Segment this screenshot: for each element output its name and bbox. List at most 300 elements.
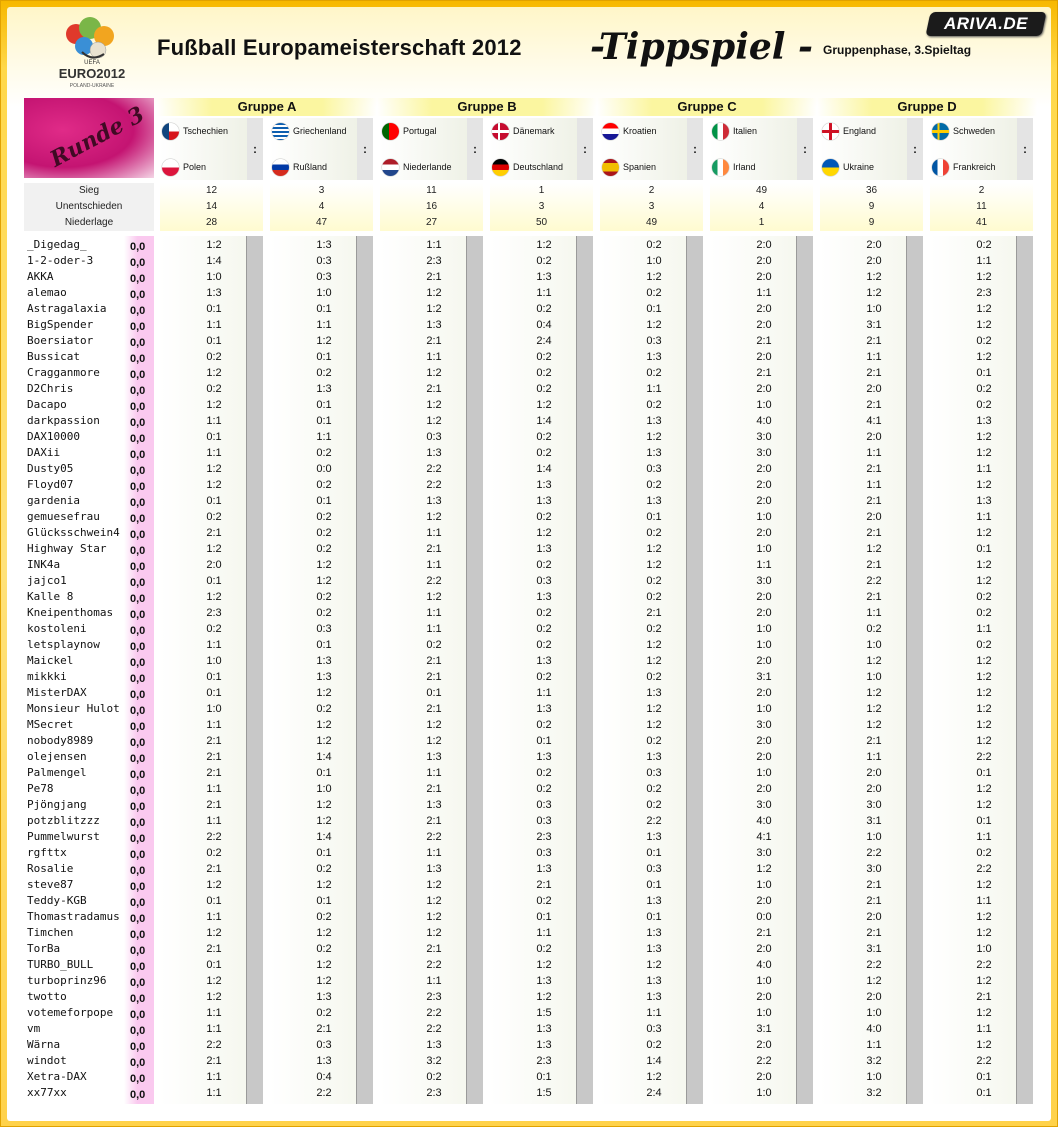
player-tip: 1:1 [976, 1023, 992, 1035]
player-tip: 1:3 [646, 927, 662, 939]
player-tip: 3:0 [866, 799, 882, 811]
player-tip: 0:3 [316, 255, 332, 267]
player-tip: 1:1 [206, 639, 222, 651]
player-tip: 0:2 [316, 863, 332, 875]
stat-niederlage: 47 [315, 217, 328, 228]
player-tip: 1:3 [316, 655, 332, 667]
player-tip: 0:1 [206, 495, 222, 507]
player-tip: 3:0 [756, 431, 772, 443]
player-tip: 0:3 [316, 623, 332, 635]
player-tip: 0:2 [206, 351, 222, 363]
player-tip: 1:3 [536, 863, 552, 875]
player-tip: 1:2 [646, 559, 662, 571]
flag-pt-icon [382, 123, 399, 140]
player-tip: 0:1 [206, 335, 222, 347]
ariva-logo[interactable] [925, 12, 1046, 36]
player-name: Pummelwurst [27, 830, 100, 843]
player-tip: 0:1 [206, 959, 222, 971]
player-tip: 1:1 [426, 623, 442, 635]
player-name: turboprinz96 [27, 974, 107, 987]
player-tip: 1:2 [866, 287, 882, 299]
player-tip: 1:1 [206, 1071, 222, 1083]
team-home [272, 121, 347, 141]
player-tip: 4:0 [756, 959, 772, 971]
player-name: jajco1 [27, 574, 67, 587]
player-tip: 0:2 [206, 847, 222, 859]
player-points: 0,0 [130, 1089, 146, 1101]
player-tip: 1:3 [536, 655, 552, 667]
player-tip: 1:2 [976, 351, 992, 363]
player-tip: 2:2 [866, 575, 882, 587]
flag-nl-icon [382, 159, 399, 176]
player-tip: 1:2 [646, 431, 662, 443]
player-name: nobody8989 [27, 734, 94, 747]
player-points: 0,0 [130, 945, 146, 957]
player-tip: 1:2 [646, 1071, 662, 1083]
player-tip: 0:2 [976, 607, 992, 619]
player-tip: 1:0 [976, 943, 992, 955]
player-points: 0,0 [130, 1009, 146, 1021]
result-cell-column [686, 236, 703, 1104]
stat-label-sieg: Sieg [78, 185, 99, 196]
team-away [382, 157, 452, 177]
player-tip: 0:1 [206, 687, 222, 699]
player-tip: 1:2 [866, 719, 882, 731]
round-badge [24, 98, 154, 178]
player-tip: 1:2 [536, 399, 552, 411]
player-tip: 2:1 [426, 655, 442, 667]
player-tip: 2:1 [976, 991, 992, 1003]
player-tip: 1:1 [426, 607, 442, 619]
player-tip: 1:0 [866, 639, 882, 651]
player-tip: 1:1 [206, 1007, 222, 1019]
player-tip: 1:0 [316, 287, 332, 299]
player-tip: 0:2 [536, 255, 552, 267]
player-tip: 1:1 [976, 511, 992, 523]
player-tip: 2:2 [426, 831, 442, 843]
player-points: 0,0 [130, 641, 146, 653]
flag-pl-icon [162, 159, 179, 176]
team-home-name: Italien [733, 126, 758, 136]
player-tip: 0:1 [646, 847, 662, 859]
group-header-b: Gruppe B [377, 98, 597, 116]
player-points: 0,0 [130, 961, 146, 973]
player-tip: 1:2 [206, 927, 222, 939]
stats-col [600, 183, 703, 231]
stat-sieg: 3 [318, 185, 325, 196]
player-tip: 1:3 [316, 991, 332, 1003]
player-tip: 1:3 [536, 1023, 552, 1035]
player-tip: 2:1 [866, 559, 882, 571]
player-tip: 1:3 [536, 271, 552, 283]
player-tip: 2:1 [866, 735, 882, 747]
player-tip: 2:1 [866, 399, 882, 411]
player-tip: 1:2 [976, 671, 992, 683]
player-tip: 2:1 [206, 863, 222, 875]
flag-gr-icon [272, 123, 289, 140]
player-tip: 1:2 [646, 959, 662, 971]
player-tip: 2:0 [756, 527, 772, 539]
player-tip: 0:1 [646, 911, 662, 923]
player-tip: 0:2 [536, 303, 552, 315]
player-tip: 1:1 [536, 927, 552, 939]
player-tip: 1:3 [646, 351, 662, 363]
player-points: 0,0 [130, 273, 146, 285]
player-tip: 0:3 [646, 767, 662, 779]
stat-unentschieden: 4 [318, 201, 325, 212]
player-tip: 2:2 [316, 1087, 332, 1099]
stat-sieg: 1 [538, 185, 545, 196]
player-tip: 1:0 [866, 831, 882, 843]
phase-subtitle: Gruppenphase, 3.Spieltag [823, 43, 972, 57]
player-tip: 1:2 [316, 575, 332, 587]
player-tip: 0:2 [646, 479, 662, 491]
player-points: 0,0 [130, 801, 146, 813]
player-tip: 1:3 [536, 975, 552, 987]
player-name: Thomastradamus [27, 910, 120, 923]
player-tip: 0:1 [206, 671, 222, 683]
player-name: Rosalie [27, 862, 74, 875]
player-tip: 1:2 [426, 415, 442, 427]
player-tip: 0:2 [646, 367, 662, 379]
player-name: Dacapo [27, 398, 67, 411]
player-tip: 2:1 [206, 943, 222, 955]
player-name: Bussicat [27, 350, 80, 363]
team-home [712, 121, 757, 141]
player-tip: 1:2 [426, 719, 442, 731]
player-tip: 2:1 [866, 527, 882, 539]
team-away [492, 157, 563, 177]
player-tip: 1:3 [646, 495, 662, 507]
player-tip: 2:0 [756, 991, 772, 1003]
player-tip: 1:2 [536, 527, 552, 539]
player-tip: 1:3 [646, 687, 662, 699]
player-tip: 1:0 [756, 1007, 772, 1019]
player-tip: 2:0 [756, 591, 772, 603]
player-tip: 1:0 [206, 655, 222, 667]
player-tip: 2:0 [756, 479, 772, 491]
player-tip: 2:1 [206, 527, 222, 539]
player-tip: 0:2 [316, 367, 332, 379]
player-tip: 2:0 [756, 751, 772, 763]
player-tip: 2:2 [866, 847, 882, 859]
player-tip: 1:1 [536, 287, 552, 299]
player-tip: 1:2 [426, 911, 442, 923]
player-tip: 0:3 [426, 431, 442, 443]
player-tip: 1:2 [316, 687, 332, 699]
player-tip: 1:1 [206, 719, 222, 731]
team-away-name: Rußland [293, 162, 328, 172]
player-points: 0,0 [130, 673, 146, 685]
match-se-fr [930, 118, 1033, 180]
player-tip: 0:2 [536, 719, 552, 731]
player-tip: 1:3 [316, 1055, 332, 1067]
score-separator: : [467, 118, 483, 180]
player-points: 0,0 [130, 593, 146, 605]
player-tip: 0:2 [316, 703, 332, 715]
player-tip: 1:2 [206, 543, 222, 555]
player-tip: 2:0 [866, 383, 882, 395]
team-away-name: Ukraine [843, 162, 875, 172]
player-points: 0,0 [130, 1025, 146, 1037]
player-points: 0,0 [130, 625, 146, 637]
player-tip: 1:2 [206, 479, 222, 491]
player-tip: 0:1 [206, 303, 222, 315]
player-name: BigSpender [27, 318, 94, 331]
player-tip: 0:1 [646, 303, 662, 315]
player-tip: 4:0 [866, 1023, 882, 1035]
team-away-name: Irland [733, 162, 756, 172]
team-home-name: Kroatien [623, 126, 657, 136]
player-tip: 1:2 [976, 879, 992, 891]
ariva-logo-text: ARIVA.DE [944, 14, 1028, 33]
player-tip: 1:2 [976, 703, 992, 715]
player-tip: 0:0 [316, 463, 332, 475]
player-tip: 0:1 [976, 815, 992, 827]
player-tip: 0:2 [646, 591, 662, 603]
stat-unentschieden: 14 [205, 201, 218, 212]
team-away-name: Spanien [623, 162, 657, 172]
player-name: Cragganmore [27, 366, 100, 379]
player-tip: 1:4 [316, 831, 332, 843]
stat-unentschieden: 11 [976, 201, 987, 212]
player-tip: 1:2 [206, 975, 222, 987]
player-tip: 0:2 [646, 239, 662, 251]
group-header-a: Gruppe A [157, 98, 377, 116]
player-tip: 2:0 [756, 735, 772, 747]
score-separator: : [687, 118, 703, 180]
player-tip: 0:1 [206, 895, 222, 907]
player-tip: 2:1 [426, 543, 442, 555]
match-cz-pl [160, 118, 263, 180]
player-name: INK4a [27, 558, 61, 571]
player-tip: 2:1 [866, 895, 882, 907]
player-tip: 0:1 [316, 399, 332, 411]
player-tip: 2:0 [756, 687, 772, 699]
player-tip: 1:2 [426, 591, 442, 603]
player-name: MisterDAX [27, 686, 87, 699]
player-name: DAXii [27, 446, 61, 459]
player-tip: 2:1 [426, 703, 442, 715]
flag-es-icon [602, 159, 619, 176]
player-name: letsplaynow [27, 638, 100, 651]
player-name: mikkki [27, 670, 67, 683]
player-tip: 2:1 [316, 1023, 332, 1035]
player-tip: 1:2 [976, 575, 992, 587]
player-tip: 3:2 [426, 1055, 442, 1067]
player-tip: 1:2 [646, 319, 662, 331]
player-tip: 0:1 [976, 1087, 992, 1099]
player-tip: 1:3 [316, 383, 332, 395]
player-tip: 1:2 [206, 991, 222, 1003]
player-tip: 0:2 [316, 543, 332, 555]
player-tip: 1:3 [646, 991, 662, 1003]
stats-col [270, 183, 373, 231]
player-tip: 1:2 [206, 367, 222, 379]
player-name: MSecret [27, 718, 74, 731]
player-points: 0,0 [130, 433, 146, 445]
player-name: 1-2-oder-3 [27, 254, 94, 267]
flag-se-icon [932, 123, 949, 140]
player-tip: 1:1 [866, 351, 882, 363]
player-tip: 1:3 [316, 671, 332, 683]
stat-sieg: 36 [865, 185, 878, 196]
player-tip: 2:0 [756, 255, 772, 267]
player-tip: 1:2 [976, 719, 992, 731]
player-tip: 3:0 [756, 799, 772, 811]
player-tip: 1:4 [646, 1055, 662, 1067]
player-name: Maickel [27, 654, 74, 667]
player-tip: 1:3 [536, 1039, 552, 1051]
player-tip: 1:1 [206, 447, 222, 459]
player-tip: 1:0 [866, 1071, 882, 1083]
player-tip: 1:1 [976, 255, 992, 267]
stat-label-niederlage: Niederlage [64, 217, 114, 228]
team-away [932, 157, 996, 177]
flag-cz-icon [162, 123, 179, 140]
player-tip: 2:1 [756, 367, 772, 379]
stat-niederlage: 1 [758, 217, 765, 228]
team-home [162, 121, 228, 141]
result-cell-column [356, 236, 373, 1104]
player-name: DAX10000 [27, 430, 80, 443]
stat-niederlage: 50 [535, 217, 548, 228]
player-tip: 1:2 [316, 719, 332, 731]
player-tip: 1:1 [866, 1039, 882, 1051]
tippspiel-title: -Tippspiel - [590, 26, 813, 68]
player-tip: 1:1 [866, 447, 882, 459]
player-tip: 1:2 [536, 959, 552, 971]
player-points: 0,0 [130, 465, 146, 477]
player-tip: 0:2 [536, 447, 552, 459]
player-tip: 2:0 [756, 495, 772, 507]
stat-sieg: 12 [205, 185, 218, 196]
player-name: Kneipenthomas [27, 606, 114, 619]
player-tip: 1:0 [866, 671, 882, 683]
player-tip: 0:1 [206, 431, 222, 443]
player-tip: 1:2 [426, 287, 442, 299]
player-tip: 1:2 [426, 367, 442, 379]
player-tip: 1:2 [976, 911, 992, 923]
player-tip: 1:3 [536, 495, 552, 507]
player-tip: 2:1 [426, 671, 442, 683]
player-tip: 2:1 [866, 927, 882, 939]
page-title: Fußball Europameisterschaft 2012 [157, 35, 522, 60]
player-tip: 1:0 [866, 303, 882, 315]
player-tip: 3:0 [756, 447, 772, 459]
team-away [822, 157, 874, 177]
player-tip: 2:3 [426, 991, 442, 1003]
player-name: alemao [27, 286, 67, 299]
player-points: 0,0 [130, 321, 146, 333]
player-tip: 2:3 [536, 831, 552, 843]
player-tip: 0:1 [316, 639, 332, 651]
player-tip: 1:1 [206, 1023, 222, 1035]
player-name: rgfttx [27, 846, 67, 859]
player-points: 0,0 [130, 449, 146, 461]
score-separator: : [577, 118, 593, 180]
player-name: Astragalaxia [27, 302, 107, 315]
player-tip: 0:4 [536, 319, 552, 331]
player-tip: 0:2 [426, 1071, 442, 1083]
player-tip: 2:1 [866, 463, 882, 475]
player-tip: 2:0 [756, 239, 772, 251]
stat-sieg: 11 [426, 185, 437, 196]
player-name: Xetra-DAX [27, 1070, 87, 1083]
player-tip: 1:3 [646, 447, 662, 459]
stat-unentschieden: 9 [868, 201, 875, 212]
player-tip: 1:2 [316, 559, 332, 571]
player-tip: 0:2 [206, 511, 222, 523]
team-home [382, 121, 437, 141]
player-name: Palmengel [27, 766, 87, 779]
player-tip: 0:3 [646, 1023, 662, 1035]
player-tip: 1:2 [976, 655, 992, 667]
player-tip: 2:1 [756, 335, 772, 347]
player-tip: 1:2 [976, 319, 992, 331]
player-points: 0,0 [130, 1073, 146, 1085]
player-tip: 1:3 [206, 287, 222, 299]
player-name: AKKA [27, 270, 54, 283]
player-tip: 1:2 [976, 687, 992, 699]
player-tip: 2:3 [206, 607, 222, 619]
player-tip: 0:2 [536, 607, 552, 619]
player-tip: 1:0 [756, 767, 772, 779]
player-tip: 1:2 [646, 271, 662, 283]
player-tip: 1:3 [316, 239, 332, 251]
player-tip: 0:2 [646, 735, 662, 747]
player-points: 0,0 [130, 737, 146, 749]
player-tip: 1:2 [206, 239, 222, 251]
player-points: 0,0 [130, 1057, 146, 1069]
player-points: 0,0 [130, 913, 146, 925]
player-tip: 0:2 [536, 671, 552, 683]
result-cell-column [246, 236, 263, 1104]
player-name: darkpassion [27, 414, 100, 427]
player-tip: 1:1 [206, 911, 222, 923]
match-gr-ru [270, 118, 373, 180]
player-tip: 2:1 [866, 335, 882, 347]
stat-sieg: 49 [755, 185, 768, 196]
player-tip: 1:2 [976, 783, 992, 795]
player-tip: 2:1 [206, 767, 222, 779]
player-points: 0,0 [130, 705, 146, 717]
player-tip: 1:2 [866, 271, 882, 283]
player-tip: 0:2 [976, 335, 992, 347]
player-tip: 2:1 [866, 879, 882, 891]
player-tip: 1:2 [206, 399, 222, 411]
player-tip: 1:0 [756, 703, 772, 715]
player-tip: 0:2 [976, 383, 992, 395]
player-name: steve87 [27, 878, 74, 891]
player-tip: 1:1 [206, 319, 222, 331]
player-name: TURBO_BULL [27, 958, 94, 971]
player-name: Boersiator [27, 334, 94, 347]
player-name: Floyd07 [27, 478, 74, 491]
player-name: potzblitzzz [27, 814, 100, 827]
stats-col [380, 183, 483, 231]
team-home [822, 121, 876, 141]
player-name: gemuesefrau [27, 510, 100, 523]
player-tip: 0:2 [316, 447, 332, 459]
player-tip: 1:2 [976, 431, 992, 443]
player-tip: 1:0 [756, 975, 772, 987]
player-tip: 2:0 [756, 319, 772, 331]
player-tip: 0:1 [646, 511, 662, 523]
player-tip: 3:0 [756, 847, 772, 859]
player-tip: 0:2 [866, 623, 882, 635]
player-points: 0,0 [130, 817, 146, 829]
